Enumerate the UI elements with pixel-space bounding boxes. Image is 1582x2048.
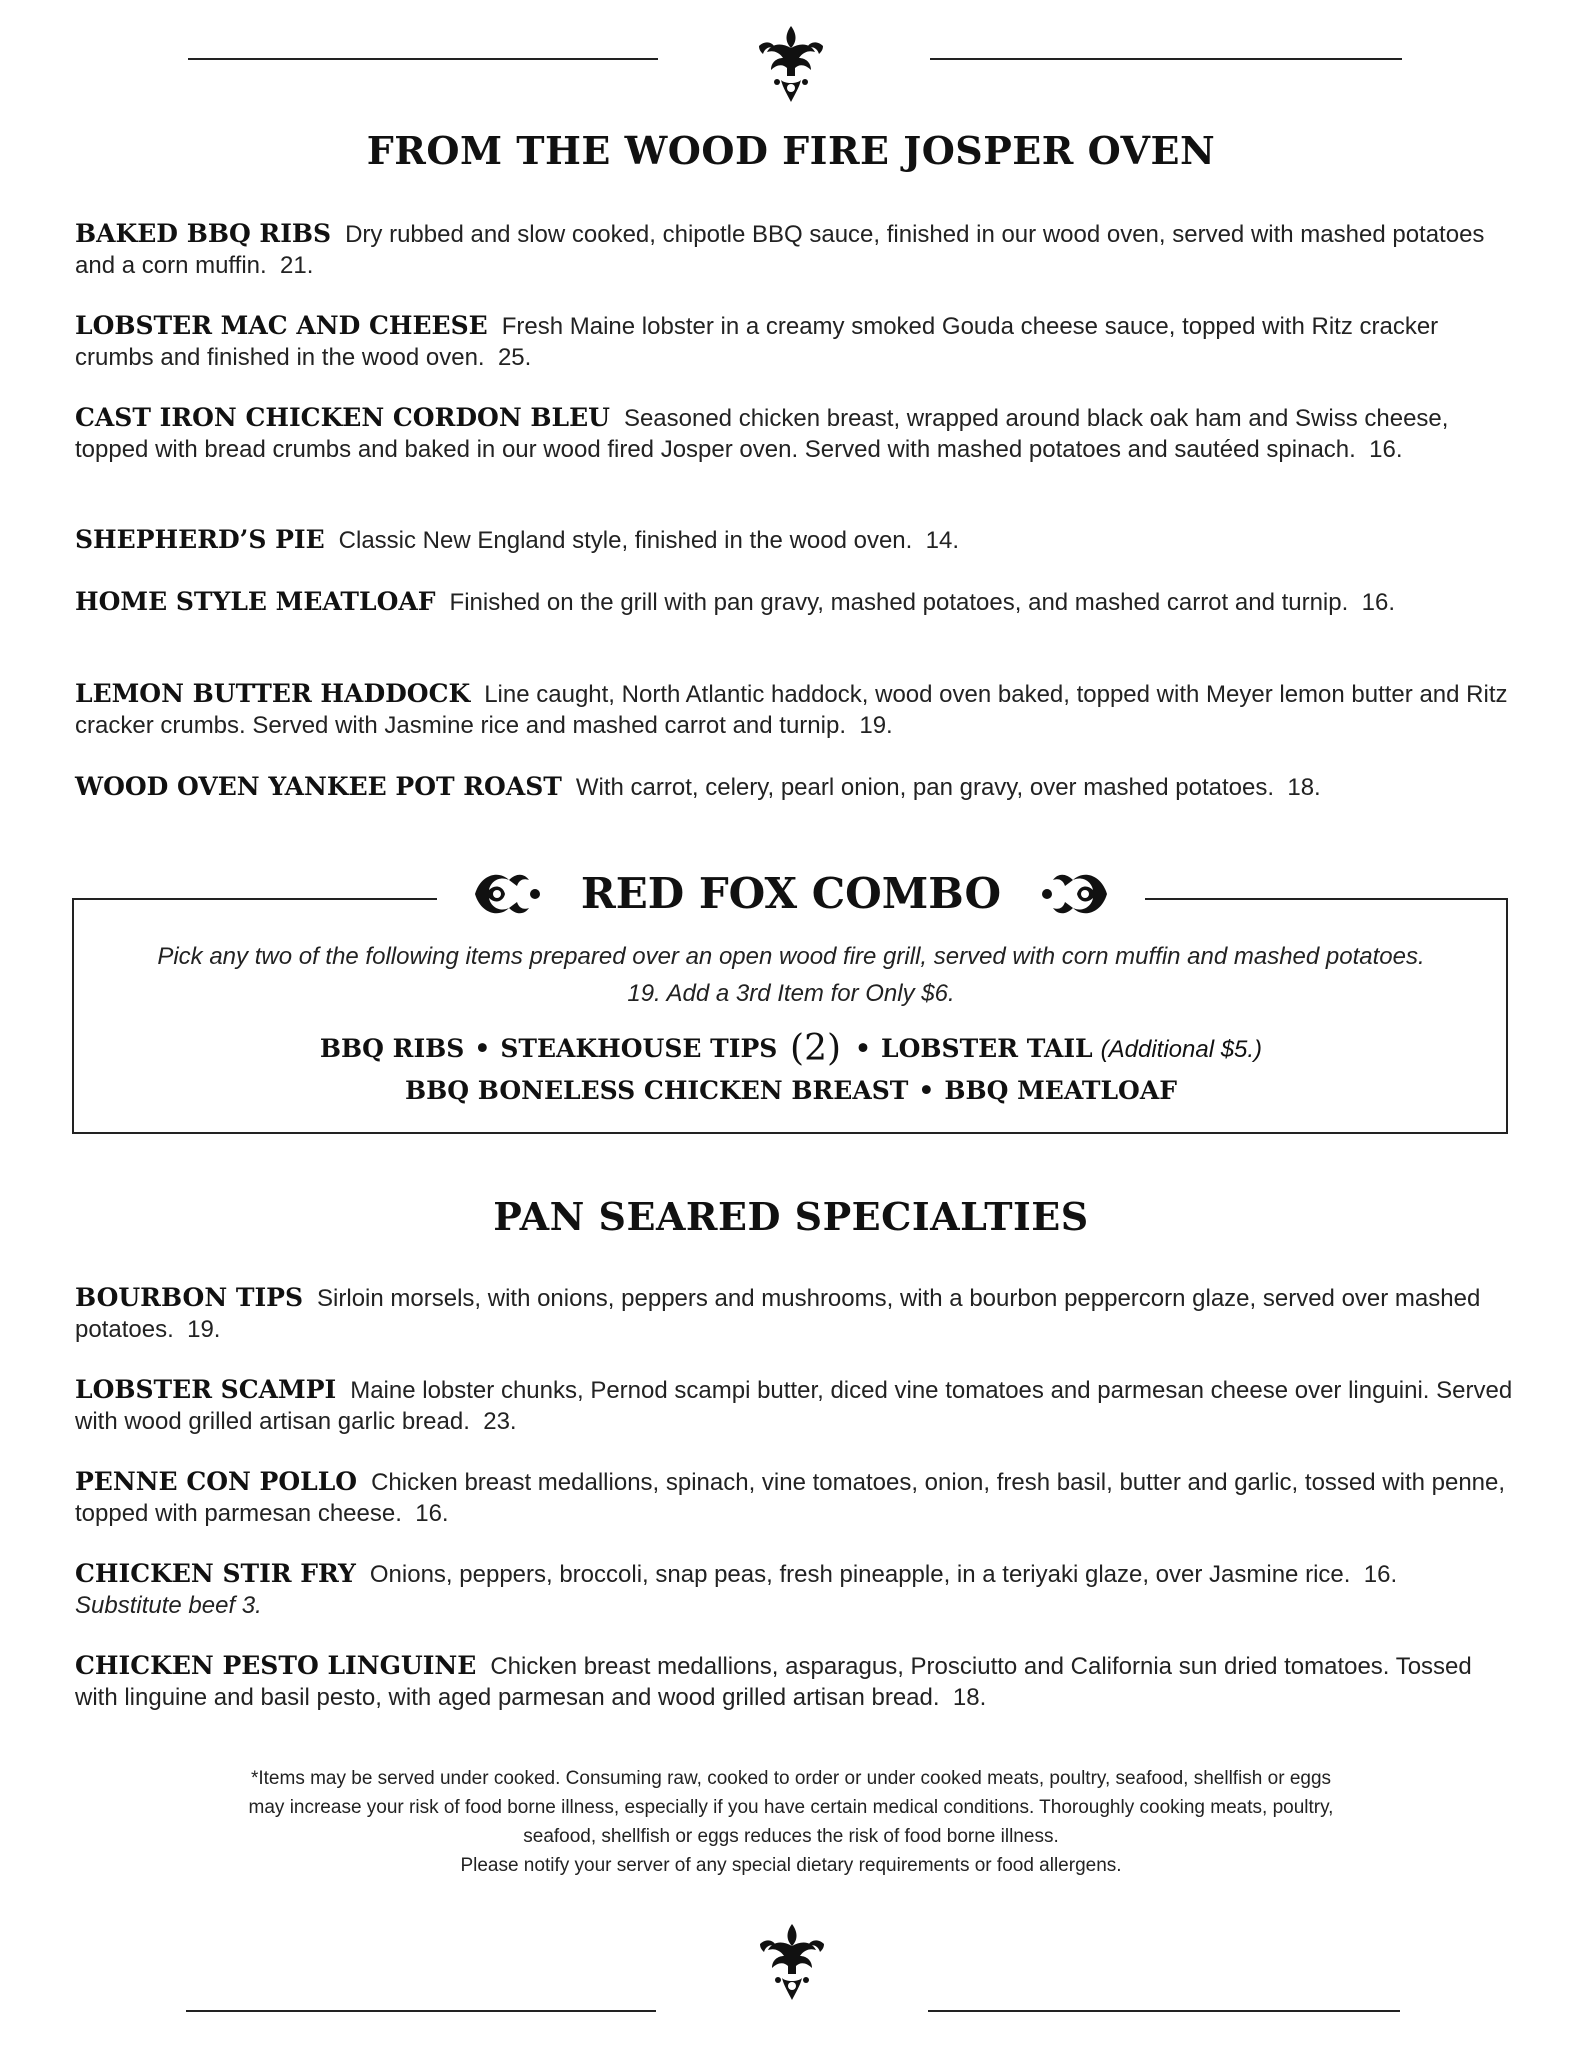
menu-item	[75, 310, 1515, 373]
menu-item-name: CHICKEN STIR FRY	[75, 1559, 356, 1588]
menu-item	[75, 1374, 1515, 1437]
fleur-de-lis-icon	[751, 24, 831, 104]
menu-item-price: 18.	[1287, 774, 1321, 801]
combo-option-note: (Additional $5.)	[1100, 1036, 1263, 1063]
combo-option-quantity: (2)	[790, 1028, 842, 1069]
combo-option: BBQ RIBS	[319, 1034, 465, 1063]
bottom-rule-right	[928, 2010, 1400, 2012]
menu-item	[75, 1282, 1515, 1345]
combo-option: BBQ BONELESS CHICKEN BREAST	[405, 1076, 909, 1105]
combo-title-group	[437, 864, 1145, 924]
menu-item-price: 18.	[952, 1684, 987, 1711]
menu-item-desc: Classic New England style, finished in the wood oven.	[338, 527, 913, 554]
menu-item-price: 19.	[187, 1316, 221, 1343]
menu-item-price: 16.	[415, 1500, 449, 1527]
menu-item-price: 25.	[497, 344, 532, 371]
menu-item-name: CHICKEN PESTO LINGUINE	[75, 1651, 477, 1680]
menu-item-desc: Sirloin morsels, with onions, peppers and mushrooms, with a bourbon peppercorn glaze, served over mashed potatoes.	[75, 1285, 1481, 1343]
top-rule-left	[188, 58, 658, 60]
menu-item-name: HOME STYLE MEATLOAF	[75, 587, 436, 616]
food-safety-disclaimer	[120, 1764, 1462, 1880]
fleur-de-lis-icon	[752, 1922, 832, 2002]
menu-item-price: 21.	[280, 252, 314, 279]
menu-item-desc: Maine lobster chunks, Pernod scampi butter, diced vine tomatoes and parmesan cheese over linguini. Served with wood grilled artisan garlic bread.	[75, 1377, 1513, 1435]
menu-item-desc: Finished on the grill with pan gravy, mashed potatoes, and mashed carrot and turnip.	[449, 589, 1349, 616]
menu-item-desc: Chicken breast medallions, spinach, vine tomatoes, onion, fresh basil, butter and garlic, tossed with penne, topped with parmesan cheese.	[75, 1469, 1506, 1527]
menu-item-substitution: Substitute beef 3.	[75, 1592, 262, 1619]
disclaimer-line: Please notify your server of any special dietary requirements or food allergens.	[460, 1855, 1122, 1876]
bullet-separator: •	[474, 1034, 491, 1063]
menu-item	[75, 678, 1515, 741]
scroll-ornament-right-icon	[1037, 864, 1117, 924]
combo-option: LOBSTER TAIL	[881, 1034, 1093, 1063]
menu-item-name: WOOD OVEN YANKEE POT ROAST	[75, 772, 562, 801]
menu-item	[75, 586, 1395, 618]
menu-item-name: LEMON BUTTER HADDOCK	[75, 679, 471, 708]
menu-item-name: LOBSTER MAC AND CHEESE	[75, 311, 488, 340]
menu-item-desc: Seasoned chicken breast, wrapped around black oak ham and Swiss cheese, topped with bread crumbs and baked in our wood fired Josper oven. Served with mashed potatoes and sautéed spinach.	[75, 405, 1449, 463]
menu-item-price: 16.	[1369, 436, 1403, 463]
combo-title: RED FOX COMBO	[580, 869, 1002, 918]
menu-item	[75, 402, 1515, 465]
menu-item-name: BAKED BBQ RIBS	[75, 219, 332, 248]
disclaimer-line: *Items may be served under cooked. Consuming raw, cooked to order or under cooked meats, poultry, seafood, shellfish or eggs	[250, 1768, 1332, 1789]
pan-section-title: PAN SEARED SPECIALTIES	[493, 1194, 1089, 1239]
top-rule-right	[930, 58, 1402, 60]
menu-item-price: 14.	[925, 527, 960, 554]
scroll-ornament-left-icon	[465, 864, 545, 924]
menu-item-name: SHEPHERD’S PIE	[75, 525, 325, 554]
menu-item-desc: Fresh Maine lobster in a creamy smoked Gouda cheese sauce, topped with Ritz cracker crumbs and finished in the wood oven.	[75, 313, 1439, 371]
menu-item-name: CAST IRON CHICKEN CORDON BLEU	[75, 403, 610, 432]
menu-item-name: BOURBON TIPS	[75, 1283, 304, 1312]
bullet-separator: •	[855, 1034, 872, 1063]
menu-item-price: 23.	[483, 1408, 517, 1435]
menu-item-price: 19.	[859, 712, 893, 739]
menu-item	[75, 524, 959, 556]
menu-item	[75, 218, 1515, 281]
menu-item	[75, 1650, 1515, 1713]
menu-item	[75, 771, 1321, 803]
combo-option: BBQ MEATLOAF	[944, 1076, 1177, 1105]
menu-item	[75, 1558, 1397, 1621]
menu-item-desc: Onions, peppers, broccoli, snap peas, fresh pineapple, in a teriyaki glaze, over Jasmine rice.	[369, 1561, 1351, 1588]
menu-item-price: 16.	[1363, 1561, 1398, 1588]
combo-header	[0, 864, 1582, 924]
menu-item-name: LOBSTER SCAMPI	[75, 1375, 337, 1404]
menu-item	[75, 1466, 1515, 1529]
combo-options-line-2	[0, 1076, 1582, 1105]
oven-section-title: FROM THE WOOD FIRE JOSPER OVEN	[366, 128, 1216, 173]
disclaimer-line: seafood, shellfish or eggs reduces the risk of food borne illness.	[523, 1826, 1059, 1847]
disclaimer-line: may increase your risk of food borne illness, especially if you have certain medical conditions. Thoroughly cooking meats, poultry,	[248, 1797, 1334, 1818]
menu-item-name: PENNE CON POLLO	[75, 1467, 358, 1496]
combo-description: Pick any two of the following items prepared over an open wood fire grill, served with corn muffin and mashed potatoes. 19. Add a 3rd Item for Only $6.	[157, 943, 1425, 1007]
menu-item-price: 16.	[1361, 589, 1395, 616]
bottom-rule-left	[186, 2010, 656, 2012]
bullet-separator: •	[918, 1076, 935, 1105]
menu-item-desc: With carrot, celery, pearl onion, pan gravy, over mashed potatoes.	[575, 774, 1275, 801]
combo-option: STEAKHOUSE TIPS	[500, 1034, 778, 1063]
menu-item-desc: Dry rubbed and slow cooked, chipotle BBQ sauce, finished in our wood oven, served with mashed potatoes and a corn muffin.	[75, 221, 1485, 279]
menu-item-desc: Chicken breast medallions, asparagus, Prosciutto and California sun dried tomatoes. Tossed with linguine and basil pesto, with aged parmesan and wood grilled artisan bread.	[75, 1653, 1472, 1711]
menu-item-desc: Line caught, North Atlantic haddock, wood oven baked, topped with Meyer lemon butter and Ritz cracker crumbs. Served with Jasmine rice and mashed carrot and turnip.	[75, 681, 1508, 739]
combo-options-line-1	[0, 1028, 1582, 1069]
